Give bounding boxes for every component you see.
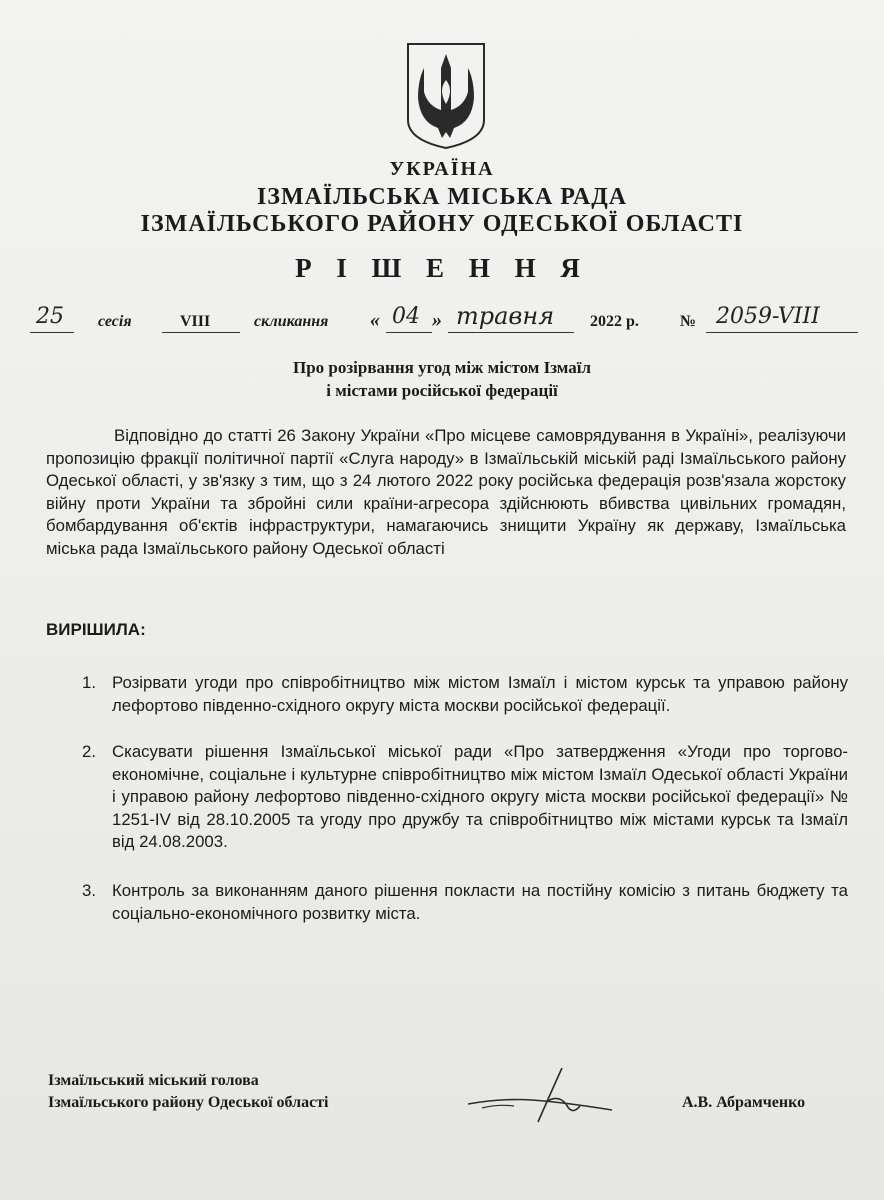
list-item [82, 741, 848, 854]
item-text: Скасувати рішення Ізмаїльської міської ради «Про затвердження «Угоди про торгово-економічне, соціальне і культурне співробітництво між містом Ізмаїл Одеської області України і управою району лефортово південно-східного округу міста москви російської федерації» № 1251-IV від 28.10.2005 та угоду про дружбу та співробітництво між містами курськ та Ізмаїл від 24.08.2003. [112, 742, 848, 851]
subject-line-2: і містами російської федерації [326, 381, 558, 400]
item-number: 2. [82, 742, 96, 761]
subject-line-1: Про розірвання угод між містом Ізмаїл [292, 358, 592, 377]
convocation-value: VIII [180, 313, 211, 330]
item-number: 3. [82, 881, 96, 900]
date-year: 2022 р. [590, 313, 639, 330]
decided-label: ВИРІШИЛА: [46, 620, 146, 639]
list-item [82, 880, 848, 925]
header-country: УКРАЇНА [389, 158, 495, 180]
document-type: Р І Ш Е Н Н Я [295, 253, 589, 283]
signatory-position-1: Ізмаїльський міський голова [48, 1072, 259, 1089]
number-sign: № [680, 313, 697, 330]
item-number: 1. [82, 673, 96, 692]
date-month: травня [456, 302, 555, 330]
date-quote-close: » [432, 309, 442, 331]
session-line [30, 300, 860, 340]
date-day: 04 [392, 304, 420, 329]
item-text: Контроль за виконанням даного рішення покласти на постійну комісію з питань бюджету та соціально-економічного розвитку міста. [112, 881, 848, 923]
header-district: ІЗМАЇЛЬСЬКОГО РАЙОНУ ОДЕСЬКОЇ ОБЛАСТІ [140, 211, 744, 237]
signatory-position-2: Ізмаїльського району Одеської області [48, 1094, 329, 1111]
signatory-name: А.В. Абрамченко [682, 1094, 806, 1111]
coat-of-arms-icon [404, 40, 488, 150]
handwritten-signature [462, 1060, 622, 1130]
preamble: Відповідно до статті 26 Закону України «Про місцеве самоврядування в Україні», реалізуючи пропозицію фракції політичної партії «Слуга народу» в Ізмаїльській міській раді Ізмаїльського району Одеської області, у зв'язку з тим, що з 24 лютого 2022 року російська федерація розв'язала жорстоку війну проти України та збройні сили країни-агресора здійснюють вбивства цивільних громадян, бомбардування об'єктів інфраструктури, намагаючись знищити Україну як державу, Ізмаїльська міська рада Ізмаїльського району Одеської області [46, 426, 846, 558]
session-number: 25 [36, 304, 64, 329]
header-council: ІЗМАЇЛЬСЬКА МІСЬКА РАДА [256, 184, 628, 210]
session-label: сесія [98, 313, 132, 330]
convocation-label: скликання [254, 313, 329, 330]
item-text: Розірвати угоди про співробітництво між містом Ізмаїл і містом курськ та управою району лефортово південно-східного округу міста москви російської федерації. [112, 673, 848, 715]
decision-number: 2059-VIII [716, 304, 820, 329]
list-item [82, 672, 848, 717]
date-quote-open: « [370, 309, 380, 331]
